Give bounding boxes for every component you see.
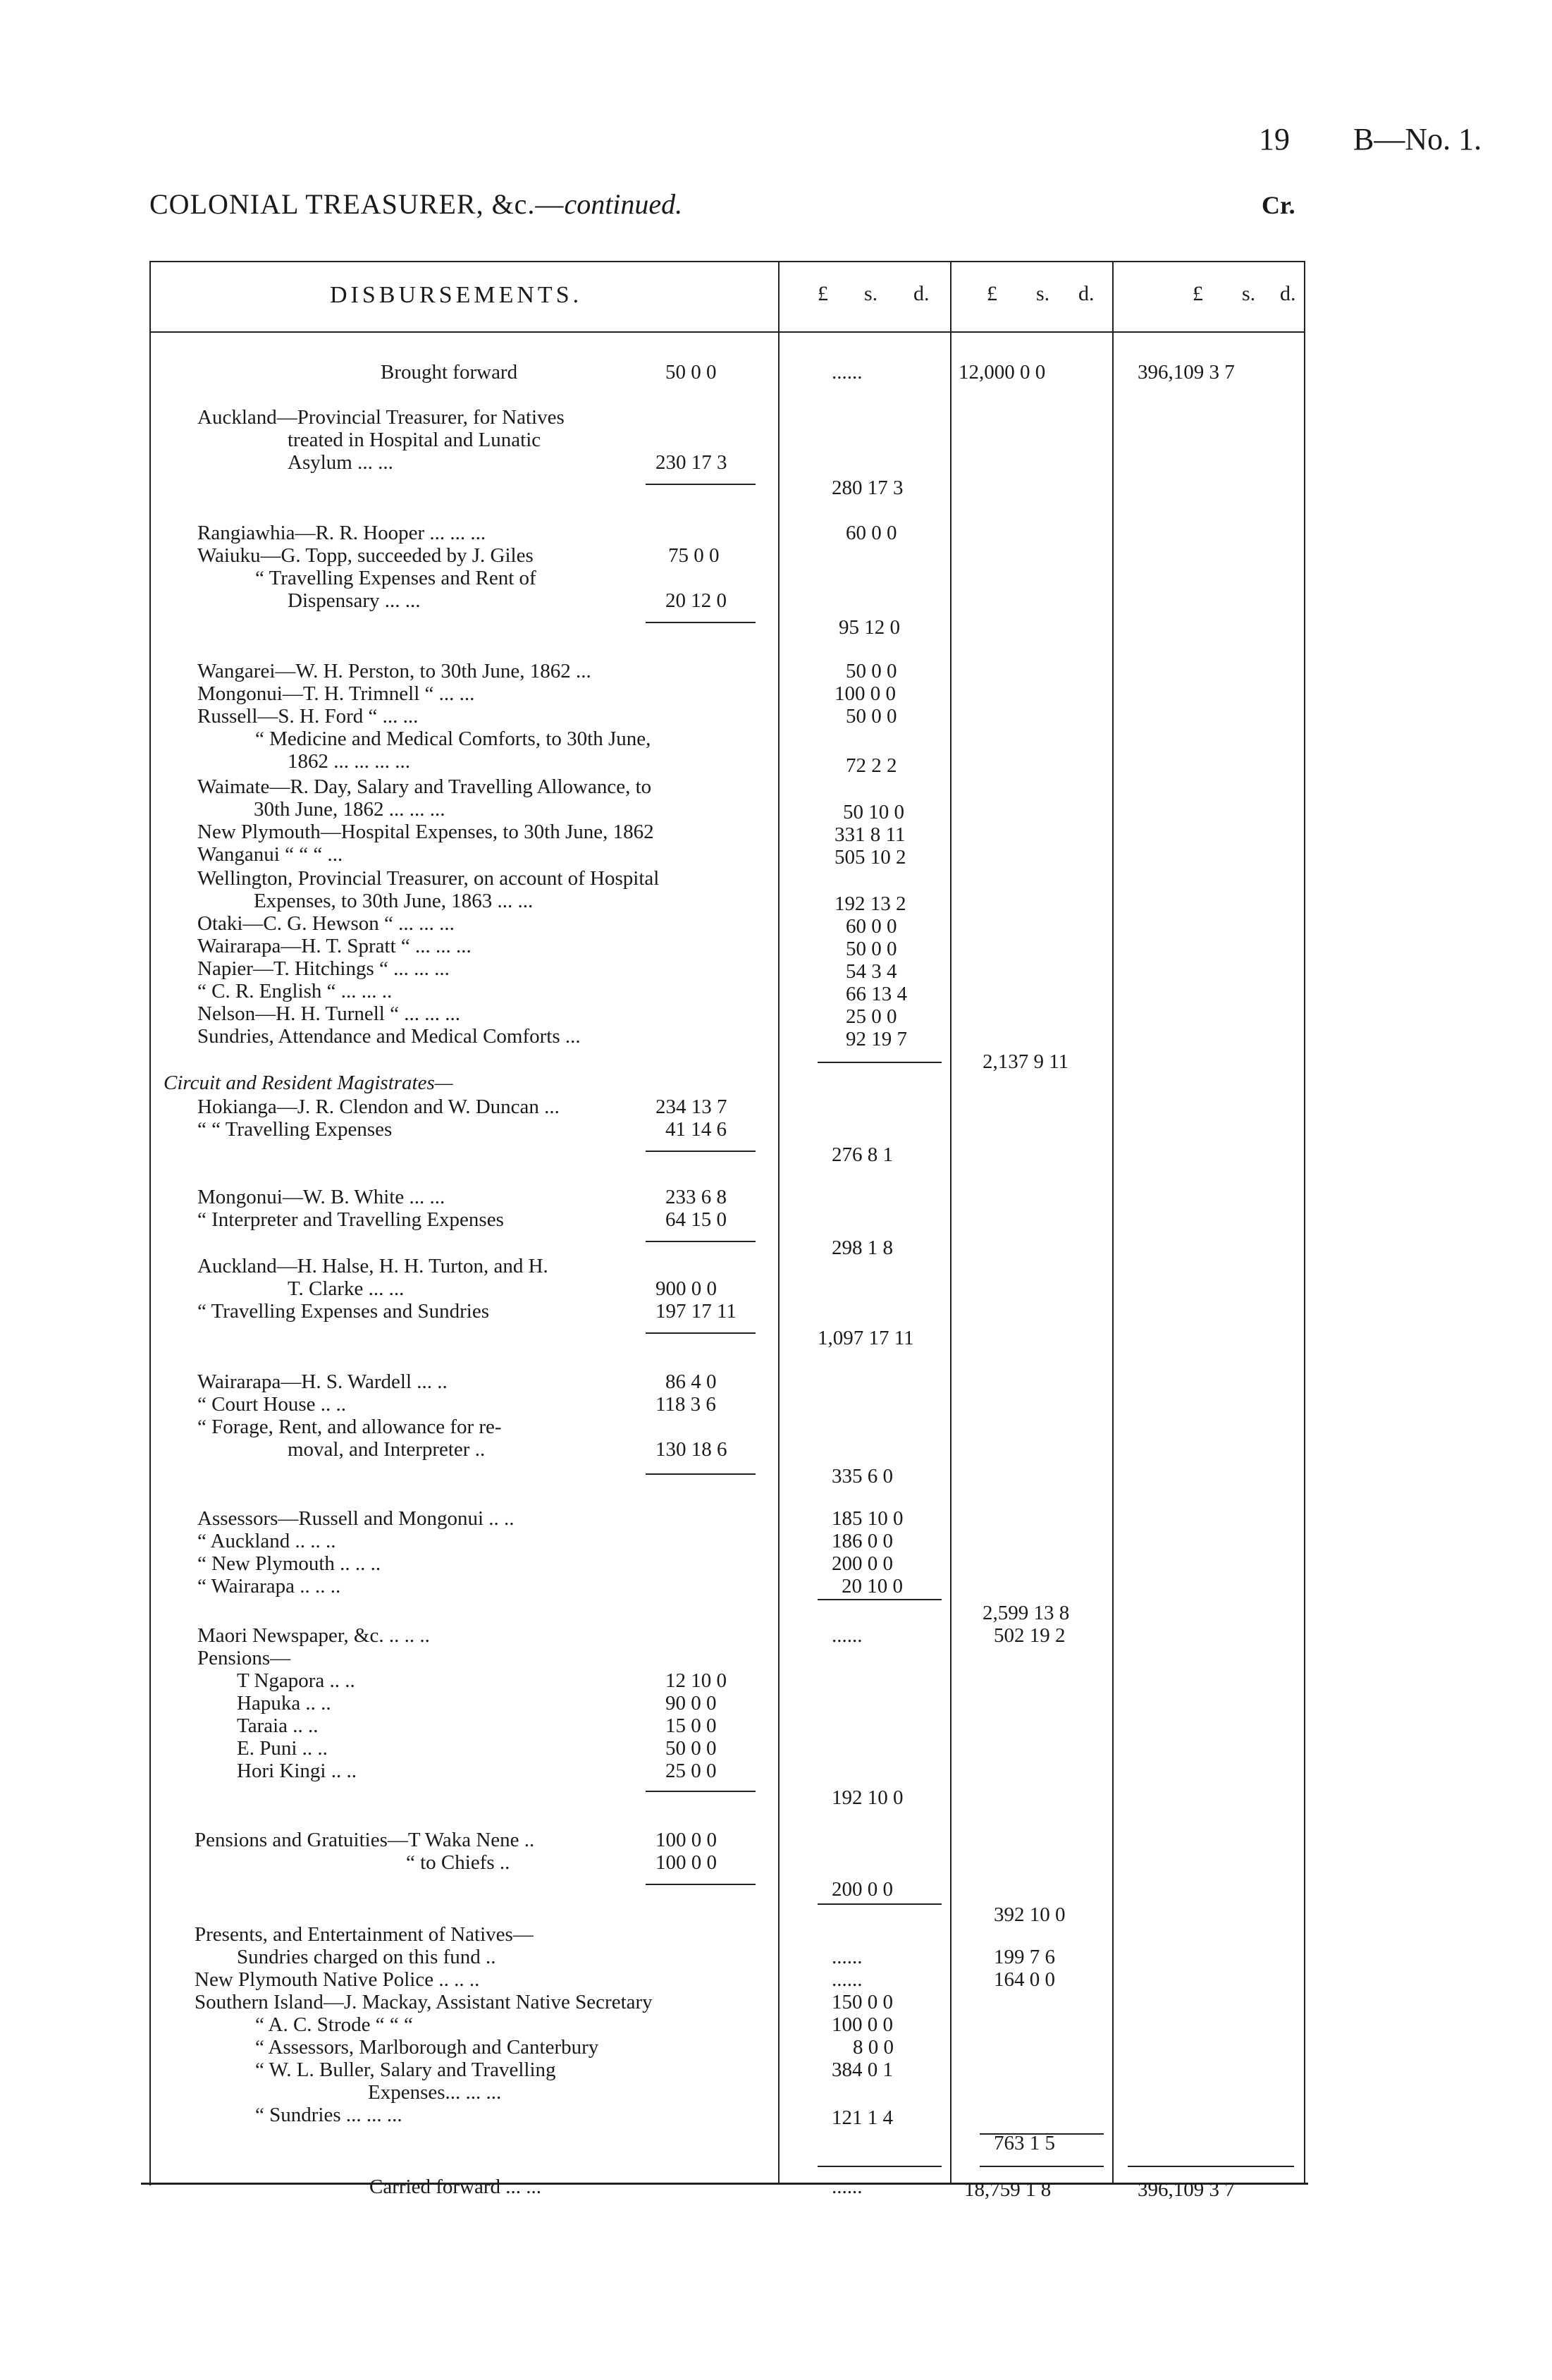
carried-forward-label: Carried forward ... ... [369, 2176, 541, 2198]
ledger-row-text: “ W. L. Buller, Salary and Travelling [255, 2059, 556, 2081]
subtotal-rule [646, 484, 756, 485]
subtotal-rule [818, 1599, 942, 1600]
ledger-row-text: “ Travelling Expenses and Rent of [255, 567, 536, 589]
ledger-row-text: “ Interpreter and Travelling Expenses [197, 1208, 504, 1231]
subtotal-rule [646, 1884, 756, 1885]
ledger-row-text: Sundries charged on this fund .. [237, 1946, 496, 1968]
col4-pence: d. [1280, 282, 1296, 305]
disbursements-heading: DISBURSEMENTS. [330, 282, 583, 308]
ledger-row-text: T Ngapora .. .. [237, 1669, 355, 1692]
ledger-amount-c1: 130 18 6 [655, 1438, 727, 1461]
ledger-amount-c2: ...... [832, 1968, 863, 1991]
ledger-amount-c2: 280 17 3 [832, 477, 904, 499]
ledger-amount-c4: 396,109 3 7 [1138, 361, 1235, 384]
ledger-amount-c3: 164 0 0 [994, 1968, 1055, 1991]
ledger-row-text: New Plymouth Native Police .. .. .. [195, 1968, 480, 1991]
ledger-row-text: Expenses, to 30th June, 1863 ... ... [254, 890, 534, 912]
ledger-row-text: Asylum ... ... [288, 451, 393, 474]
ledger-row-text: Sundries, Attendance and Medical Comforts ... [197, 1025, 581, 1048]
col-rule-1 [778, 261, 780, 2183]
ledger-row-text: Otaki—C. G. Hewson “ ... ... ... [197, 912, 455, 935]
subtotal-rule [818, 1903, 942, 1905]
ledger-row-text: “ Wairarapa .. .. .. [197, 1575, 341, 1597]
ledger-amount-c3: 502 19 2 [994, 1624, 1066, 1647]
ledger-row-text: Assessors—Russell and Mongonui .. .. [197, 1507, 515, 1530]
ledger-amount-c1: 20 12 0 [665, 589, 727, 612]
ledger-amount-c2: 185 10 0 [832, 1507, 904, 1530]
ledger-amount-c3: 12,000 0 0 [959, 361, 1046, 384]
ledger-amount-c1: 75 0 0 [668, 544, 720, 567]
ledger-amount-c1: 100 0 0 [655, 1829, 717, 1851]
col2-pound: £ [818, 282, 828, 305]
ledger-row-text: “ New Plymouth .. .. .. [197, 1552, 381, 1575]
ledger-amount-c1: 25 0 0 [665, 1760, 717, 1782]
ledger-row-text: Auckland—H. Halse, H. H. Turton, and H. [197, 1255, 548, 1277]
ledger-row-text: “ A. C. Strode “ “ “ [255, 2013, 413, 2036]
ledger-row-text: Maori Newspaper, &c. .. .. .. [197, 1624, 430, 1647]
ledger-amount-c2: 66 13 4 [846, 983, 907, 1005]
ledger-amount-c1: 90 0 0 [665, 1692, 717, 1715]
ledger-row-text: Wangarei—W. H. Perston, to 30th June, 1862 ... [197, 660, 591, 682]
ledger-row-text: Wanganui “ “ “ ... [197, 843, 343, 866]
series-number: B—No. 1. [1353, 122, 1482, 157]
ledger-row-text: “ Auckland .. .. .. [197, 1530, 336, 1552]
ledger-amount-c1: 197 17 11 [655, 1300, 737, 1323]
ledger-row-text: Pensions— [197, 1647, 291, 1669]
ledger-amount-c3: 392 10 0 [994, 1903, 1066, 1926]
ledger-amount-c2: 150 0 0 [832, 1991, 893, 2013]
ledger-amount-c1: 50 0 0 [665, 1737, 717, 1760]
ledger-row-text: Nelson—H. H. Turnell “ ... ... ... [197, 1002, 460, 1025]
ledger-row-text: New Plymouth—Hospital Expenses, to 30th June, 1862 [197, 821, 654, 843]
ledger-row-text: Wairarapa—H. S. Wardell ... .. [197, 1370, 448, 1393]
ledger-row-text: Taraia .. .. [237, 1715, 319, 1737]
ledger-amount-c1: 50 0 0 [665, 361, 717, 384]
ledger-amount-c2: 54 3 4 [846, 960, 897, 983]
ledger-row-text: Hapuka .. .. [237, 1692, 331, 1715]
ledger-row-text: “ C. R. English “ ... ... .. [197, 980, 393, 1002]
ledger-row-text: Hori Kingi .. .. [237, 1760, 357, 1782]
ledger-row-text: Pensions and Gratuities—T Waka Nene .. [195, 1829, 535, 1851]
subtotal-rule [646, 1473, 756, 1475]
ledger-amount-c2: 60 0 0 [846, 915, 897, 938]
ledger-row-text: “ Assessors, Marlborough and Canterbury [255, 2036, 599, 2059]
col-rule-3 [1112, 261, 1114, 2183]
ledger-amount-c1: 64 15 0 [665, 1208, 727, 1231]
left-rule [149, 261, 151, 1361]
ledger-row-text: Waimate—R. Day, Salary and Travelling Allowance, to [197, 775, 652, 798]
page-title [149, 188, 682, 221]
title-continued: continued. [564, 188, 683, 220]
ledger-amount-c2: 72 2 2 [846, 754, 897, 777]
ledger-row-text: Auckland—Provincial Treasurer, for Natives [197, 406, 565, 429]
ledger-row-text: E. Puni .. .. [237, 1737, 328, 1760]
ledger-row-text: “ Forage, Rent, and allowance for re- [197, 1416, 502, 1438]
ledger-row-text: Wairarapa—H. T. Spratt “ ... ... ... [197, 935, 472, 957]
ledger-row-text: “ to Chiefs .. [406, 1851, 510, 1874]
ledger-amount-c3: 2,599 13 8 [983, 1602, 1070, 1624]
ledger-amount-c2: 50 10 0 [843, 801, 904, 823]
ledger-amount-c2: 95 12 0 [839, 616, 900, 639]
ledger-amount-c2: 50 0 0 [846, 938, 897, 960]
ledger-row-text: Presents, and Entertainment of Natives— [195, 1923, 534, 1946]
ledger-amount-c2: 192 10 0 [832, 1786, 904, 1809]
title-main: COLONIAL TREASURER, &c.— [149, 188, 565, 220]
ledger-amount-c2: 92 19 7 [846, 1028, 907, 1050]
ledger-row-text: Mongonui—T. H. Trimnell “ ... ... [197, 682, 475, 705]
ledger-amount-c1: 118 3 6 [655, 1393, 716, 1416]
ledger-amount-c2: 276 8 1 [832, 1143, 893, 1166]
ledger-amount-c1: 86 4 0 [665, 1370, 717, 1393]
ledger-amount-c2: 20 10 0 [842, 1575, 903, 1597]
left-rule-2 [149, 1361, 151, 2185]
header-rule [149, 331, 1305, 333]
ledger-amount-c2: 25 0 0 [846, 1005, 897, 1028]
ledger-amount-c2: 200 0 0 [832, 1552, 893, 1575]
subtotal-rule [646, 1151, 756, 1152]
ledger-amount-c3: 2,137 9 11 [983, 1050, 1069, 1073]
ledger-row-text: Brought forward [381, 361, 518, 384]
ledger-amount-c4: 396,109 3 7 [1138, 2178, 1235, 2201]
subtotal-rule [646, 622, 756, 623]
ledger-row-text: Waiuku—G. Topp, succeeded by J. Giles [197, 544, 534, 567]
ledger-amount-c3: 18,759 1 8 [964, 2178, 1052, 2201]
ledger-amount-c3: 763 1 5 [994, 2132, 1055, 2154]
ledger-amount-c2: 331 8 11 [834, 823, 906, 846]
ledger-row-text: Mongonui—W. B. White ... ... [197, 1186, 445, 1208]
col4-pound: £ [1193, 282, 1203, 305]
col2-shilling: s. [864, 282, 878, 305]
credit-side-label: Cr. [1262, 191, 1295, 219]
ledger-row-text: treated in Hospital and Lunatic [288, 429, 541, 451]
subtotal-rule [646, 1332, 756, 1334]
ledger-amount-c1: 230 17 3 [655, 451, 727, 474]
col3-pound: £ [987, 282, 997, 305]
section-heading: Circuit and Resident Magistrates— [164, 1072, 453, 1094]
ledger-amount-c1: 41 14 6 [665, 1118, 727, 1141]
subtotal-rule [980, 2166, 1104, 2167]
col-rule-4 [1304, 261, 1305, 2183]
ledger-row-text: Dispensary ... ... [288, 589, 421, 612]
ledger-row-text: “ Sundries ... ... ... [255, 2104, 402, 2126]
ledger-row-text: Southern Island—J. Mackay, Assistant Native Secretary [195, 1991, 653, 2013]
ledger-row-text: Expenses... ... ... [368, 2081, 502, 2104]
ledger-amount-c2: ...... [832, 1624, 863, 1647]
ledger-amount-c2: 335 6 0 [832, 1465, 893, 1488]
ledger-amount-c2: 50 0 0 [846, 660, 897, 682]
ledger-row-text: “ “ Travelling Expenses [197, 1118, 393, 1141]
col4-shilling: s. [1242, 282, 1256, 305]
subtotal-rule [818, 1062, 942, 1063]
col3-pence: d. [1078, 282, 1095, 305]
ledger-row-text: 1862 ... ... ... ... [288, 750, 410, 773]
ledger-row-text: Rangiawhia—R. R. Hooper ... ... ... [197, 522, 486, 544]
ledger-amount-c2: 186 0 0 [832, 1530, 893, 1552]
ledger-row-text: Hokianga—J. R. Clendon and W. Duncan ... [197, 1096, 560, 1118]
ledger-amount-c1: 12 10 0 [665, 1669, 727, 1692]
ledger-amount-c1: 15 0 0 [665, 1715, 717, 1737]
ledger-row-text: Wellington, Provincial Treasurer, on account of Hospital [197, 867, 660, 890]
ledger-row-text: 30th June, 1862 ... ... ... [254, 798, 445, 821]
ledger-row-text: “ Medicine and Medical Comforts, to 30th June, [255, 728, 651, 750]
ledger-amount-c2: 8 0 0 [853, 2036, 894, 2059]
ledger-amount-c3: 199 7 6 [994, 1946, 1055, 1968]
ledger-row-text: moval, and Interpreter .. [288, 1438, 486, 1461]
ledger-amount-c2: ...... [832, 361, 863, 384]
ledger-amount-c2: 200 0 0 [832, 1878, 893, 1901]
subtotal-rule [646, 1791, 756, 1792]
ledger-row-text: “ Court House .. .. [197, 1393, 347, 1416]
ledger-amount-c2: 100 0 0 [834, 682, 896, 705]
ledger-amount-c2: 100 0 0 [832, 2013, 893, 2036]
ledger-amount-c1: 100 0 0 [655, 1851, 717, 1874]
ledger-row-text: Russell—S. H. Ford “ ... ... [197, 705, 419, 728]
ledger-amount-c2: 1,097 17 11 [818, 1327, 914, 1349]
ledger-amount-c2: ...... [832, 1946, 863, 1968]
ledger-amount-c2: 121 1 4 [832, 2106, 893, 2129]
ledger-row-text: T. Clarke ... ... [288, 1277, 405, 1300]
ledger-amount-c2: 50 0 0 [846, 705, 897, 728]
ledger-amount-c2: 505 10 2 [834, 846, 906, 869]
ledger-row-text: “ Travelling Expenses and Sundries [197, 1300, 490, 1323]
table-top-rule [149, 261, 1305, 262]
col-rule-2 [950, 261, 951, 2183]
ledger-amount-c1: 900 0 0 [655, 1277, 717, 1300]
subtotal-rule [818, 2166, 942, 2167]
table-bottom-rule [141, 2183, 1308, 2185]
ledger-amount-c2: 60 0 0 [846, 522, 897, 544]
ledger-amount-c2: 298 1 8 [832, 1237, 893, 1259]
col3-shilling: s. [1036, 282, 1050, 305]
ledger-amount-c2: ...... [832, 2176, 863, 2198]
subtotal-rule [646, 1241, 756, 1242]
ledger-amount-c2: 384 0 1 [832, 2059, 893, 2081]
ledger-amount-c1: 234 13 7 [655, 1096, 727, 1118]
ledger-row-text: Napier—T. Hitchings “ ... ... ... [197, 957, 450, 980]
page-number: 19 [1259, 122, 1290, 157]
ledger-amount-c2: 192 13 2 [834, 892, 906, 915]
col2-pence: d. [913, 282, 930, 305]
subtotal-rule [1128, 2166, 1294, 2167]
ledger-amount-c1: 233 6 8 [665, 1186, 727, 1208]
